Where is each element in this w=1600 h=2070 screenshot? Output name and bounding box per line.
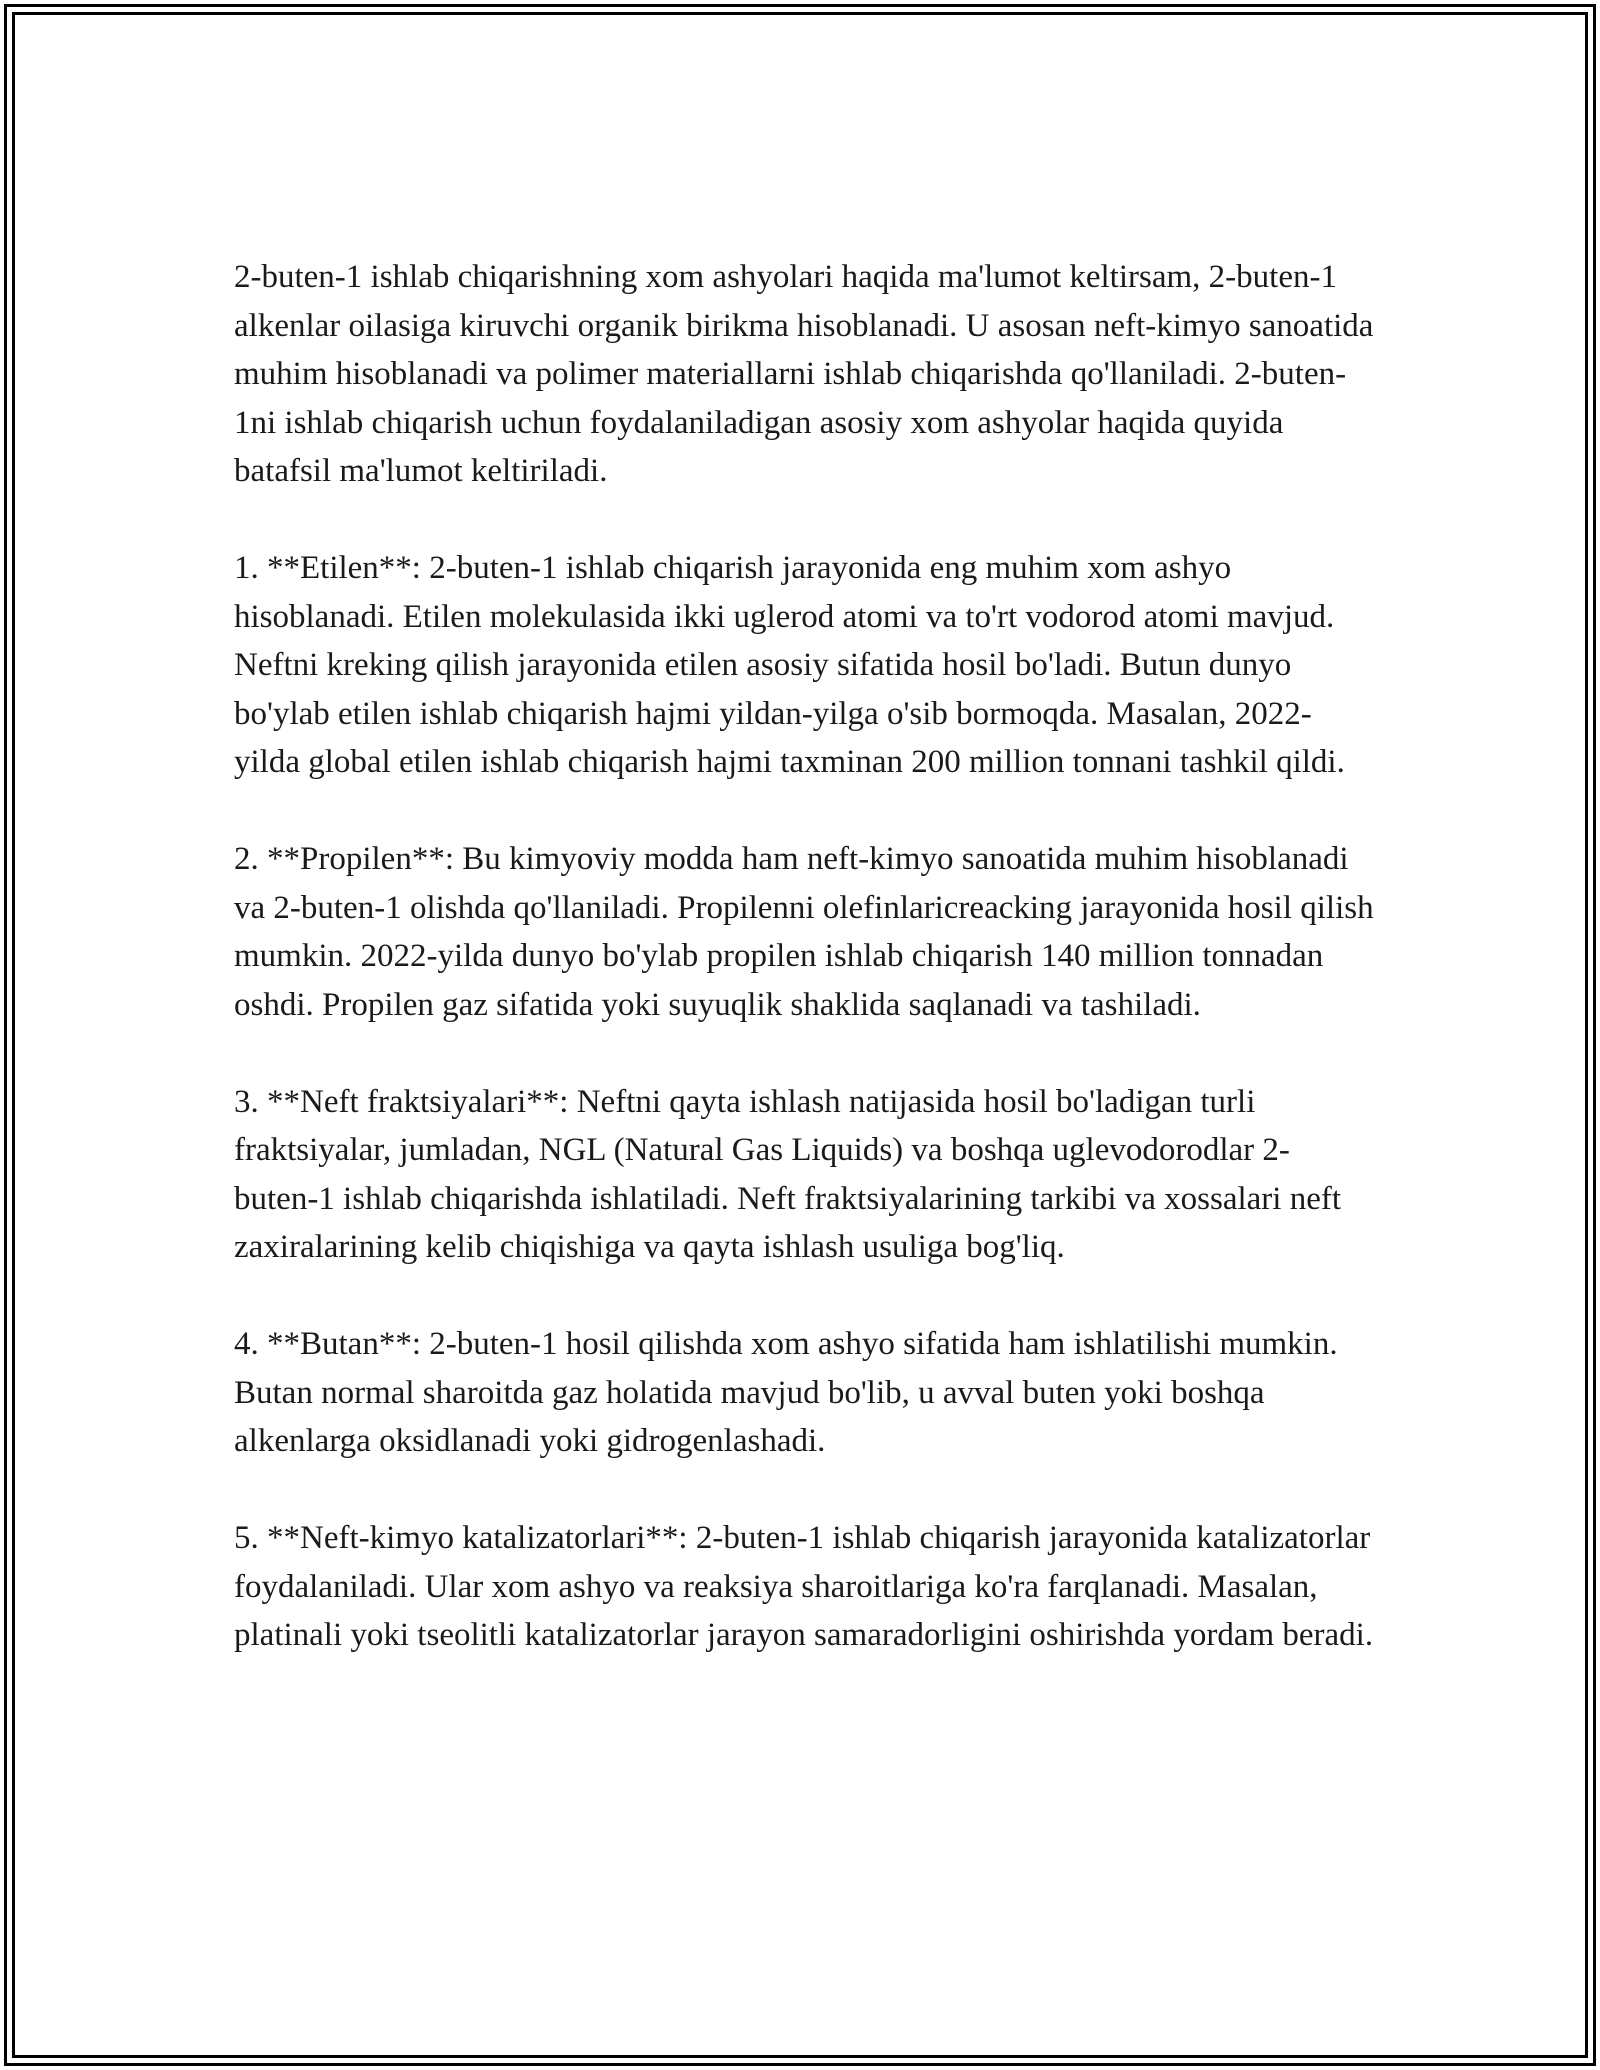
list-item-etilen: 1. **Etilen**: 2-buten-1 ishlab chiqarish jarayonida eng muhim xom ashyo hisoblanadi. Etilen molekulasida ikki uglerod atomi va to'rt vodorod atomi mavjud. Neftni kreking qilish jarayonida etilen asosiy sifatida hosil bo'ladi. Butun dunyo bo'ylab etilen ishlab chiqarish hajmi yildan-yilga o'sib bormoqda. Masalan, 2022-yilda global etilen ishlab chiqarish hajmi taxminan 200 million tonnani tashkil qildi.: [234, 550, 1345, 780]
list-item-butan: 4. **Butan**: 2-buten-1 hosil qilishda xom ashyo sifatida ham ishlatilishi mumkin. Butan normal sharoitda gaz holatida mavjud bo'lib, u avval buten yoki boshqa alkenlarga oksidlanadi yoki gidrogenlashadi.: [234, 1326, 1338, 1459]
intro-paragraph: 2-buten-1 ishlab chiqarishning xom ashyolari haqida ma'lumot keltirsam, 2-buten-1 alkenlar oilasiga kiruvchi organik birikma hisoblanadi. U asosan neft-kimyo sanoatida muhim hisoblanadi va polimer materiallarni ishlab chiqarishda qo'llaniladi. 2-buten-1ni ishlab chiqarish uchun foydalaniladigan asosiy xom ashyolar haqida quyida batafsil ma'lumot keltiriladi.: [234, 259, 1374, 489]
list-item-katalizatorlar: 5. **Neft-kimyo katalizatorlari**: 2-buten-1 ishlab chiqarish jarayonida katalizatorlar foydalaniladi. Ular xom ashyo va reaksiya sharoitlariga ko'ra farqlanadi. Masalan, platinali yoki tseolitli katalizatorlar jarayon samaradorligini oshirishda yordam beradi.: [234, 1520, 1374, 1653]
list-item-neft-fraktsiyalari: 3. **Neft fraktsiyalari**: Neftni qayta ishlash natijasida hosil bo'ladigan turli fraktsiyalar, jumladan, NGL (Natural Gas Liquids) va boshqa uglevodorodlar 2-buten-1 ishlab chiqarishda ishlatiladi. Neft fraktsiyalarining tarkibi va xossalari neft zaxiralarining kelib chiqishiga va qayta ishlash usuliga bog'liq.: [234, 1083, 1342, 1265]
document-body: [234, 253, 1374, 1660]
list-item-propilen: 2. **Propilen**: Bu kimyoviy modda ham neft-kimyo sanoatida muhim hisoblanadi va 2-buten-1 olishda qo'llaniladi. Propilenni olefinlaricreacking jarayonida hosil qilish mumkin. 2022-yilda dunyo bo'ylab propilen ishlab chiqarish 140 million tonnadan oshdi. Propilen gaz sifatida yoki suyuqlik shaklida saqlanadi va tashiladi.: [234, 841, 1374, 1023]
